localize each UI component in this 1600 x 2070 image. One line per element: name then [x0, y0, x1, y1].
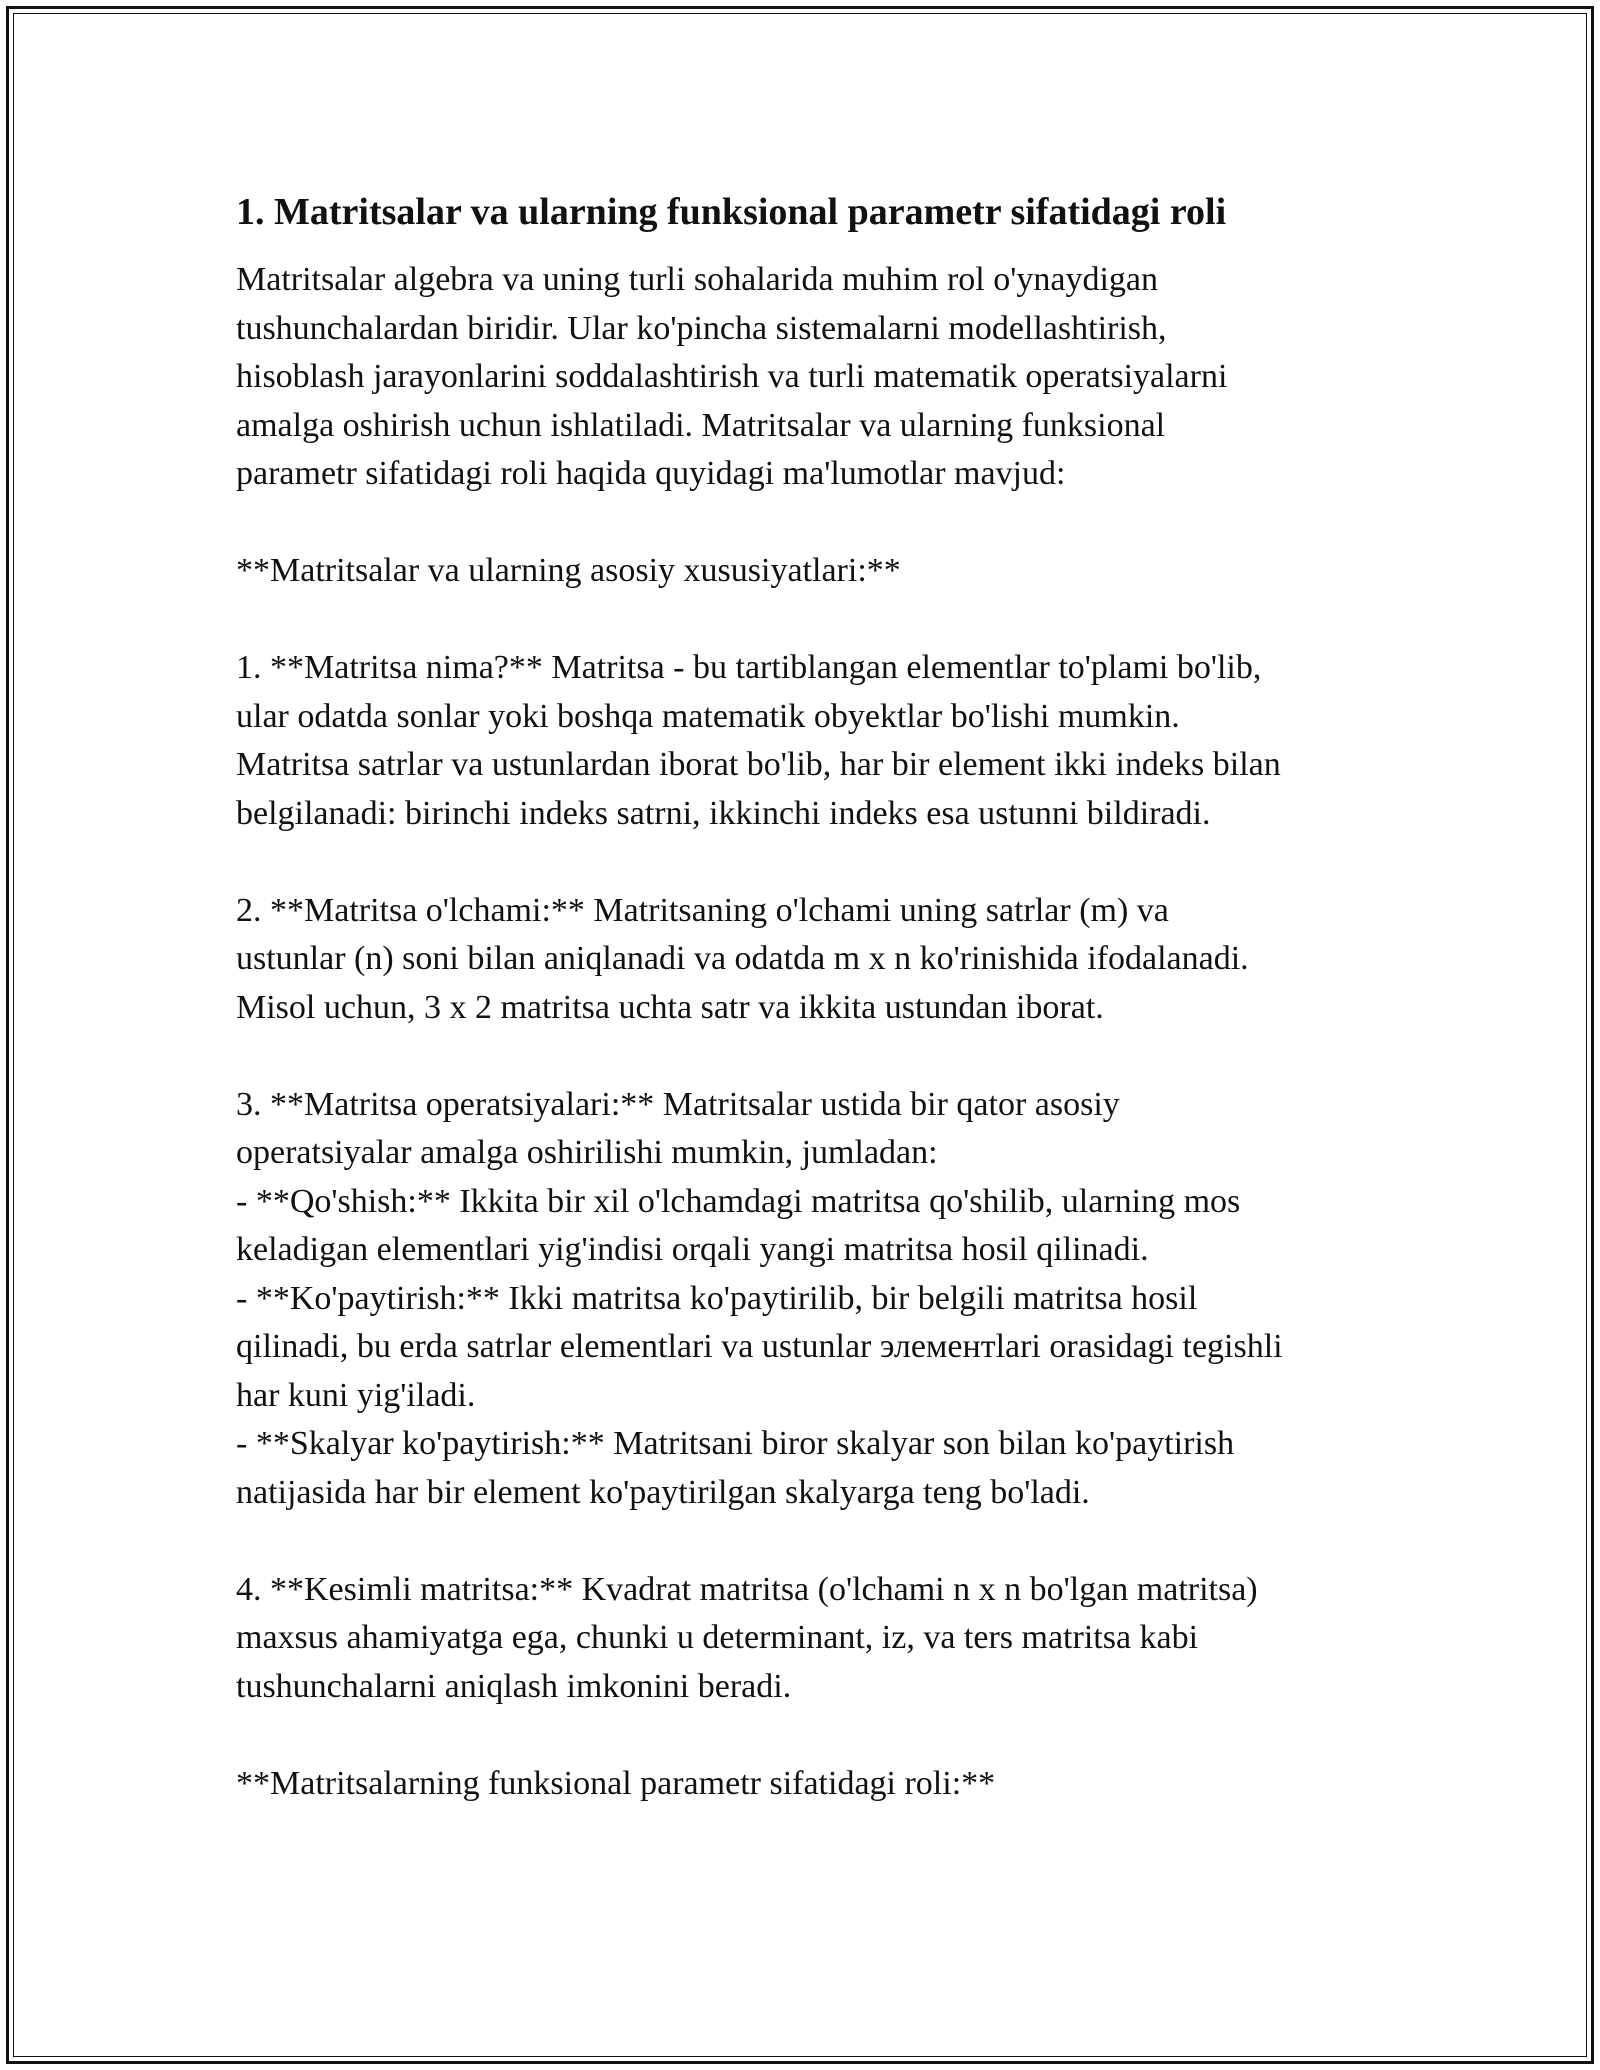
document-title: 1. Matritsalar va ularning funksional parametr sifatidagi roli — [236, 191, 1227, 233]
document-content — [236, 186, 1376, 1808]
document-body: Matritsalar algebra va uning turli sohalarida muhim rol o'ynaydigan tushunchalardan biridir. Ular ko'pincha sistemalarni modellashtirish, hisoblash jarayonlarini soddalashtirish va turli matematik operatsiyalarni amalga oshirish uchun ishlatiladi. Matritsalar va ularning funksional parametr sifatidagi roli haqida quyidagi ma'lumotlar mavjud: **Matritsalar va ularning asosiy xususiyatlari:** 1. **Matritsa nima?** Matritsa - bu tartiblangan elementlar to'plami bo'lib, ular odatda sonlar yoki boshqa matematik obyektlar bo'lishi mumkin. Matritsa satrlar va ustunlardan iborat bo'lib, har bir element ikki indeks bilan belgilanadi: birinchi indeks satrni, ikkinchi indeks esa ustunni bildiradi. 2. **Matritsa o'lchami:** Matritsaning o'lchami uning satrlar (m) va ustunlar (n) soni bilan aniqlanadi va odatda m x n ko'rinishida ifodalanadi. Misol uchun, 3 x 2 matritsa uchta satr va ikkita ustundan iborat. 3. **Matritsa operatsiyalari:** Matritsalar ustida bir qator asosiy operatsiyalar amalga oshirilishi mumkin, jumladan: - **Qo'shish:** Ikkita bir xil o'lchamdagi matritsa qo'shilib, ularning mos keladigan elementlari yig'indisi orqali yangi matritsa hosil qilinadi. - **Ko'paytirish:** Ikki matritsa ko'paytirilib, bir belgili matritsa hosil qilinadi, bu erda satrlar elementlari va ustunlar элементlari orasidagi tegishli har kuni yig'iladi. - **Skalyar ko'paytirish:** Matritsani biror skalyar son bilan ko'paytirish natijasida har bir element ko'paytirilgan skalyarga teng bo'ladi. 4. **Kesimli matritsa:** Kvadrat matritsa (o'lchami n x n bo'lgan matritsa) maxsus ahamiyatga ega, chunki u determinant, iz, va ters matritsa kabi tushunchalarni aniqlash imkonini beradi. **Matritsalarning funksional parametr sifatidagi roli:** — [236, 261, 1283, 1802]
